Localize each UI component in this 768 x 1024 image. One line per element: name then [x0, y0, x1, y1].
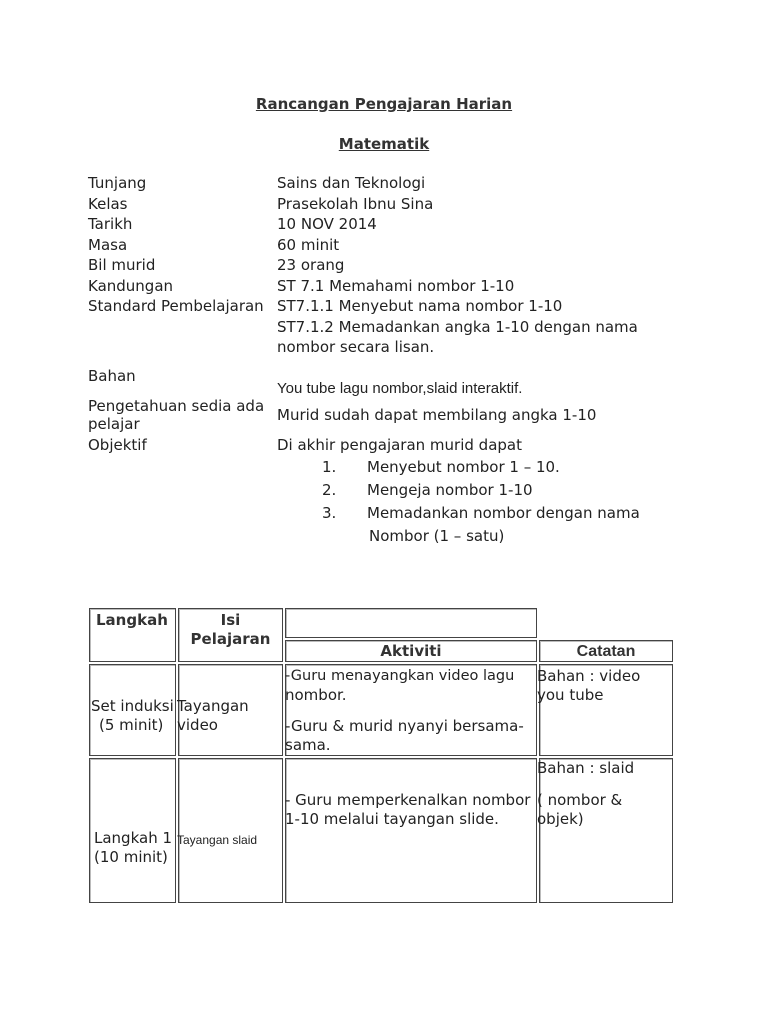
objektif-num: 2. — [322, 481, 337, 499]
info-label: Tarikh — [88, 215, 133, 233]
objektif-num: 3. — [322, 504, 337, 522]
info-label: Standard Pembelajaran — [88, 297, 264, 315]
info-value: 60 minit — [277, 235, 340, 254]
row2-catatan: Bahan : slaid — [537, 759, 635, 777]
objektif-label: Objektif — [88, 436, 147, 454]
row1-isi: Tayangan — [177, 697, 249, 715]
subject-title: Matematik — [338, 135, 430, 153]
pengetahuan-label: Pengetahuan sedia ada — [88, 397, 265, 415]
info-value: Prasekolah Ibnu Sina — [277, 194, 434, 213]
row1-aktiviti: -Guru menayangkan video lagu — [285, 668, 515, 684]
info-value: nombor secara lisan. — [277, 338, 435, 356]
row1-aktiviti: sama. — [285, 736, 331, 754]
info-value: 10 NOV 2014 — [277, 215, 377, 233]
objektif-item: Menyebut nombor 1 – 10. — [367, 458, 560, 476]
row1-langkah: Set induksi — [91, 697, 174, 715]
objektif-num: 1. — [322, 458, 337, 476]
info-value: Sains dan Teknologi — [277, 174, 426, 192]
info-value: 23 orang — [277, 256, 345, 274]
objektif-intro: Di akhir pengajaran murid dapat — [277, 436, 522, 454]
pengetahuan-label: pelajar — [88, 415, 140, 433]
row1-langkah-time: (5 minit) — [99, 716, 164, 734]
bahan-label: Bahan — [88, 367, 136, 385]
header-aktiviti: Aktiviti — [380, 642, 442, 660]
info-value: ST7.1.1 Menyebut nama nombor 1-10 — [277, 297, 563, 315]
row2-cell-catatan — [539, 758, 673, 903]
row2-catatan: ( nombor & — [537, 791, 623, 809]
info-label: Tunjang — [88, 174, 147, 192]
objektif-item: Memadankan nombor dengan nama — [367, 504, 640, 522]
row2-catatan: objek) — [537, 810, 584, 828]
row2-aktiviti: - Guru memperkenalkan nombor — [285, 791, 531, 809]
row1-isi: video — [177, 716, 218, 734]
row1-aktiviti: -Guru & murid nyanyi bersama- — [285, 717, 524, 735]
row1-catatan: you tube — [537, 686, 604, 704]
info-value: ST 7.1 Memahami nombor 1-10 — [277, 276, 515, 295]
header-isi: Isi — [220, 611, 241, 629]
info-label: Kandungan — [88, 276, 174, 295]
info-label: Masa — [88, 235, 128, 254]
row2-langkah: Langkah 1 — [94, 829, 173, 847]
document-title: Rancangan Pengajaran Harian — [255, 95, 513, 113]
row1-aktiviti: nombor. — [285, 686, 347, 704]
header-catatan: Catatan — [576, 643, 636, 660]
info-value: ST7.1.2 Memadankan angka 1-10 dengan nama — [277, 317, 638, 336]
bahan-value: You tube lagu nombor,slaid interaktif. — [277, 380, 523, 397]
objektif-continuation: Nombor (1 – satu) — [369, 527, 505, 545]
row2-isi: Tayangan slaid — [177, 833, 258, 847]
pengetahuan-value: Murid sudah dapat membilang angka 1-10 — [277, 406, 597, 424]
info-label: Bil murid — [88, 256, 156, 274]
objektif-item: Mengeja nombor 1-10 — [367, 481, 533, 499]
header-cell-blank — [285, 608, 537, 638]
info-label: Kelas — [88, 194, 128, 213]
header-pelajaran: Pelajaran — [190, 630, 271, 648]
row1-catatan: Bahan : video — [537, 667, 641, 685]
row2-aktiviti: 1-10 melalui tayangan slide. — [285, 810, 499, 828]
row2-cell-aktiviti — [285, 758, 537, 903]
header-langkah: Langkah — [96, 611, 168, 629]
row2-langkah-time: (10 minit) — [94, 848, 168, 866]
